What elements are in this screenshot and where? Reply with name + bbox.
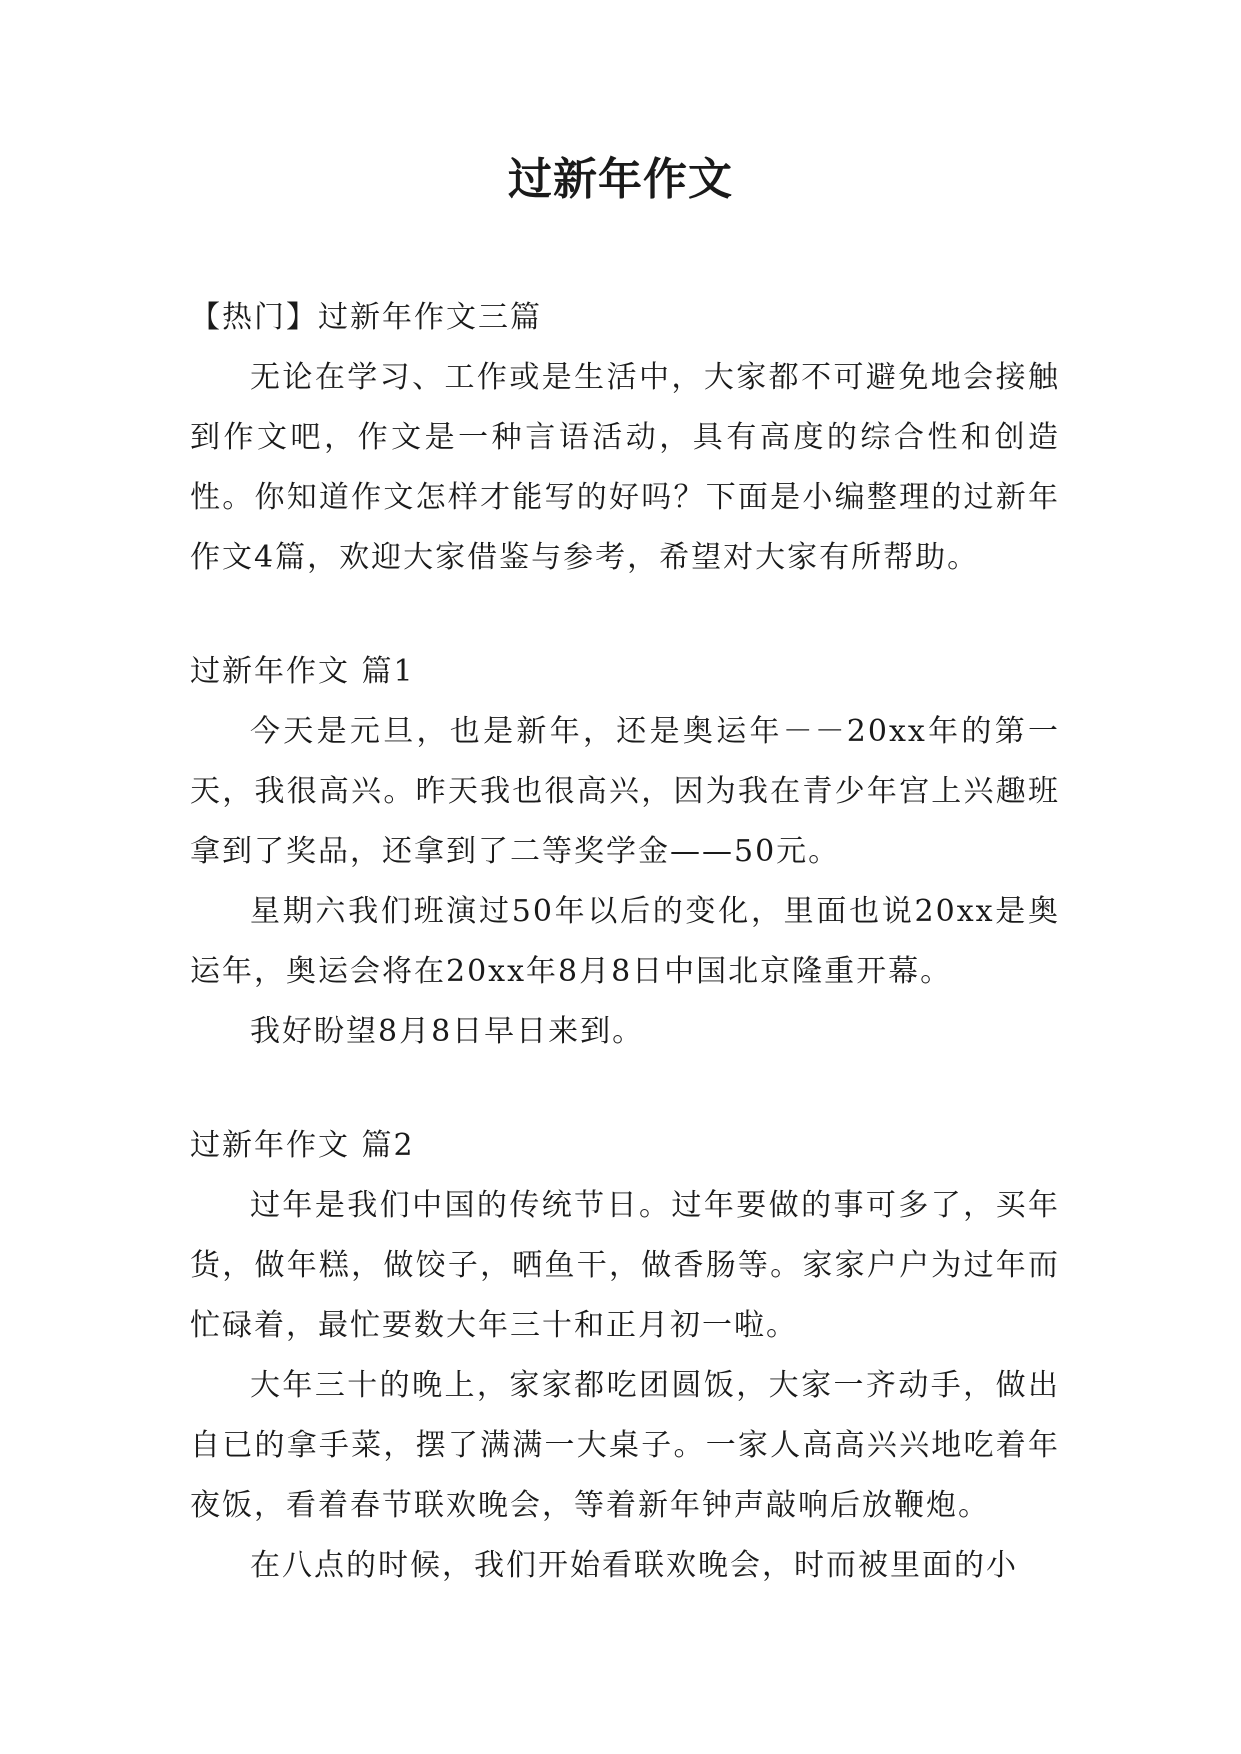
section-gap xyxy=(190,588,1060,642)
intro-paragraph: 无论在学习、工作或是生活中，大家都不可避免地会接触到作文吧，作文是一种言语活动，具有高度的综合性和创造性。你知道作文怎样才能写的好吗？下面是小编整理的过新年作文4篇，欢迎大家借鉴与参考，希望对大家有所帮助。 xyxy=(190,360,1060,575)
section-1-paragraph-3: 我好盼望8月8日早日来到。 xyxy=(250,1014,645,1049)
section-heading-1: 过新年作文 篇1 xyxy=(190,654,415,689)
section-gap xyxy=(190,1062,1060,1116)
document-title: 过新年作文 xyxy=(508,154,733,205)
section-2-paragraph-1: 过年是我们中国的传统节日。过年要做的事可多了，买年货，做年糕，做饺子，晒鱼干，做香肠等。家家户户为过年而忙碌着，最忙要数大年三十和正月初一啦。 xyxy=(190,1188,1060,1343)
section-heading-2: 过新年作文 篇2 xyxy=(190,1128,415,1163)
section-1-paragraph-1: 今天是元旦，也是新年，还是奥运年－－20xx年的第一天，我很高兴。昨天我也很高兴，因为我在青少年宫上兴趣班拿到了奖品，还拿到了二等奖学金——50元。 xyxy=(190,714,1060,869)
section-2-paragraph-2: 大年三十的晚上，家家都吃团圆饭，大家一齐动手，做出自已的拿手菜，摆了满满一大桌子。一家人高高兴兴地吃着年夜饭，看着春节联欢晚会，等着新年钟声敲响后放鞭炮。 xyxy=(190,1368,1060,1523)
document-subtitle: 【热门】过新年作文三篇 xyxy=(190,300,542,335)
document-body xyxy=(190,288,1060,1596)
section-1-paragraph-2: 星期六我们班演过50年以后的变化，里面也说20xx是奥运年，奥运会将在20xx年8月8日中国北京隆重开幕。 xyxy=(190,894,1060,989)
section-2-paragraph-3: 在八点的时候，我们开始看联欢晚会，时而被里面的小 xyxy=(250,1548,1018,1583)
